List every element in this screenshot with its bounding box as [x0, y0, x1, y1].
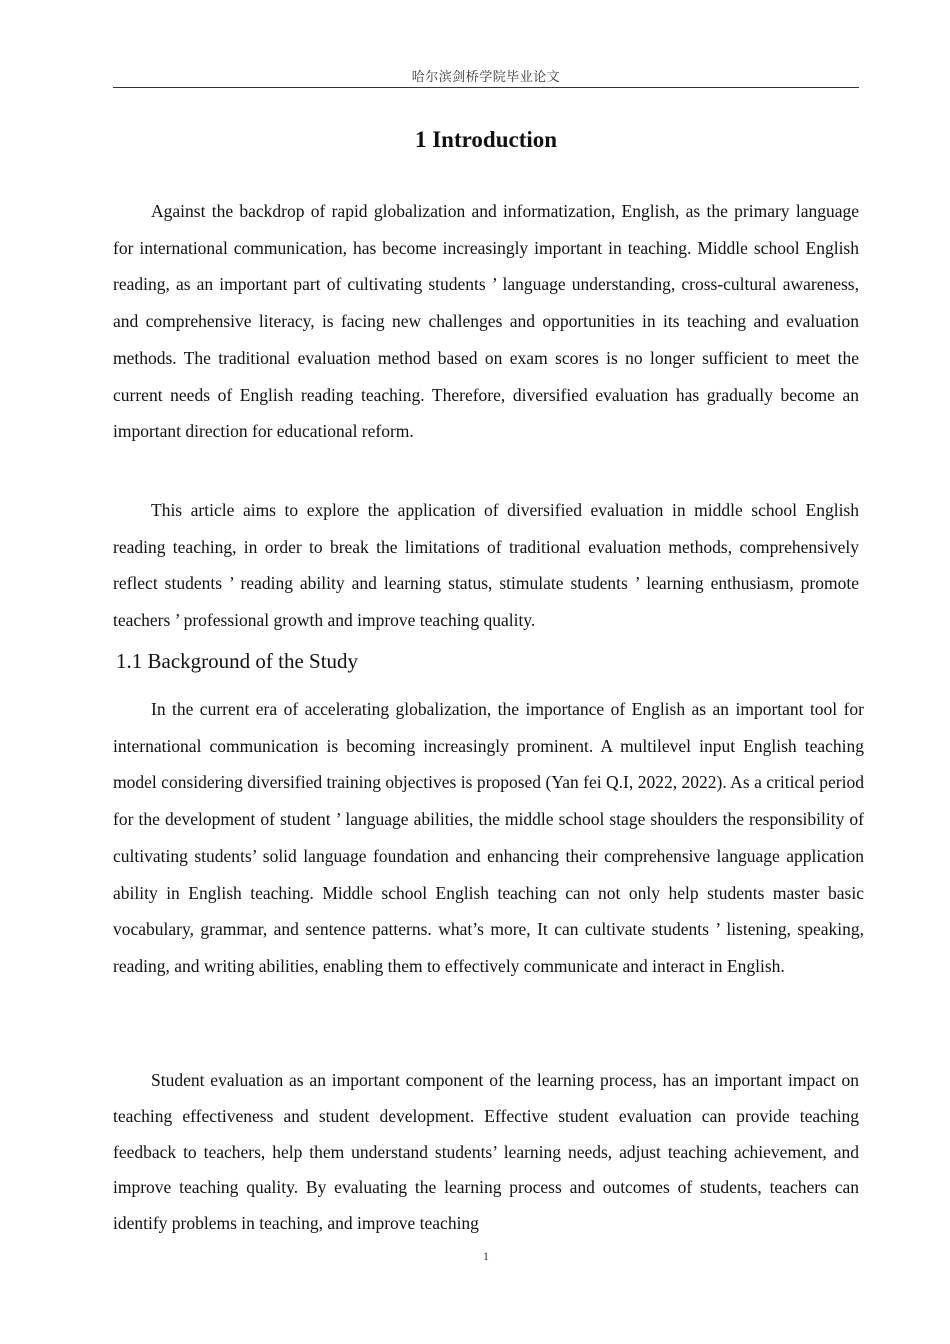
- page-number: 1: [483, 1249, 489, 1263]
- intro-paragraph-2: This article aims to explore the application of diversified evaluation in middle school English reading teaching, in order to break the limitations of traditional evaluation methods, comprehensively reflect students ’ reading ability and learning status, stimulate students ’ learning enthusiasm, promote teachers ’ professional growth and improve teaching quality.: [113, 500, 859, 631]
- background-paragraph-1: In the current era of accelerating globalization, the importance of English as an important tool for international communication is becoming increasingly prominent. A multilevel input English teaching model considering diversified training objectives is proposed (Yan fei Q.I, 2022, 2022). As a critical period for the development of student ’ language abilities, the middle school stage shoulders the responsibility of cultivating students’ solid language foundation and enhancing their comprehensive language application ability in English teaching. Middle school English teaching can not only help students master basic vocabulary, grammar, and sentence patterns. what’s more, It can cultivate students ’ listening, speaking, reading, and writing abilities, enabling them to effectively communicate and interact in English.: [113, 699, 864, 976]
- section-heading: 1.1 Background of the Study: [116, 649, 359, 673]
- header-divider: [113, 87, 859, 88]
- intro-paragraph-1: Against the backdrop of rapid globalization and informatization, English, as the primary language for international communication, has become increasingly important in teaching. Middle school English reading, as an important part of cultivating students ’ language understanding, cross-cultural awareness, and comprehensive literacy, is facing new challenges and opportunities in its teaching and evaluation methods. The traditional evaluation method based on exam scores is no longer sufficient to meet the current needs of English reading teaching. Therefore, diversified evaluation has gradually become an important direction for educational reform.: [113, 201, 859, 442]
- chapter-title: 1 Introduction: [414, 127, 558, 152]
- running-header: 哈尔滨剑桥学院毕业论文: [411, 69, 561, 84]
- background-paragraph-2: Student evaluation as an important component of the learning process, has an important impact on teaching effectiveness and student development. Effective student evaluation can provide teaching feedback to teachers, help them understand students’ learning needs, adjust teaching achievement, and improve teaching quality. By evaluating the learning process and outcomes of students, teachers can identify problems in teaching, and improve teaching: [113, 1070, 859, 1234]
